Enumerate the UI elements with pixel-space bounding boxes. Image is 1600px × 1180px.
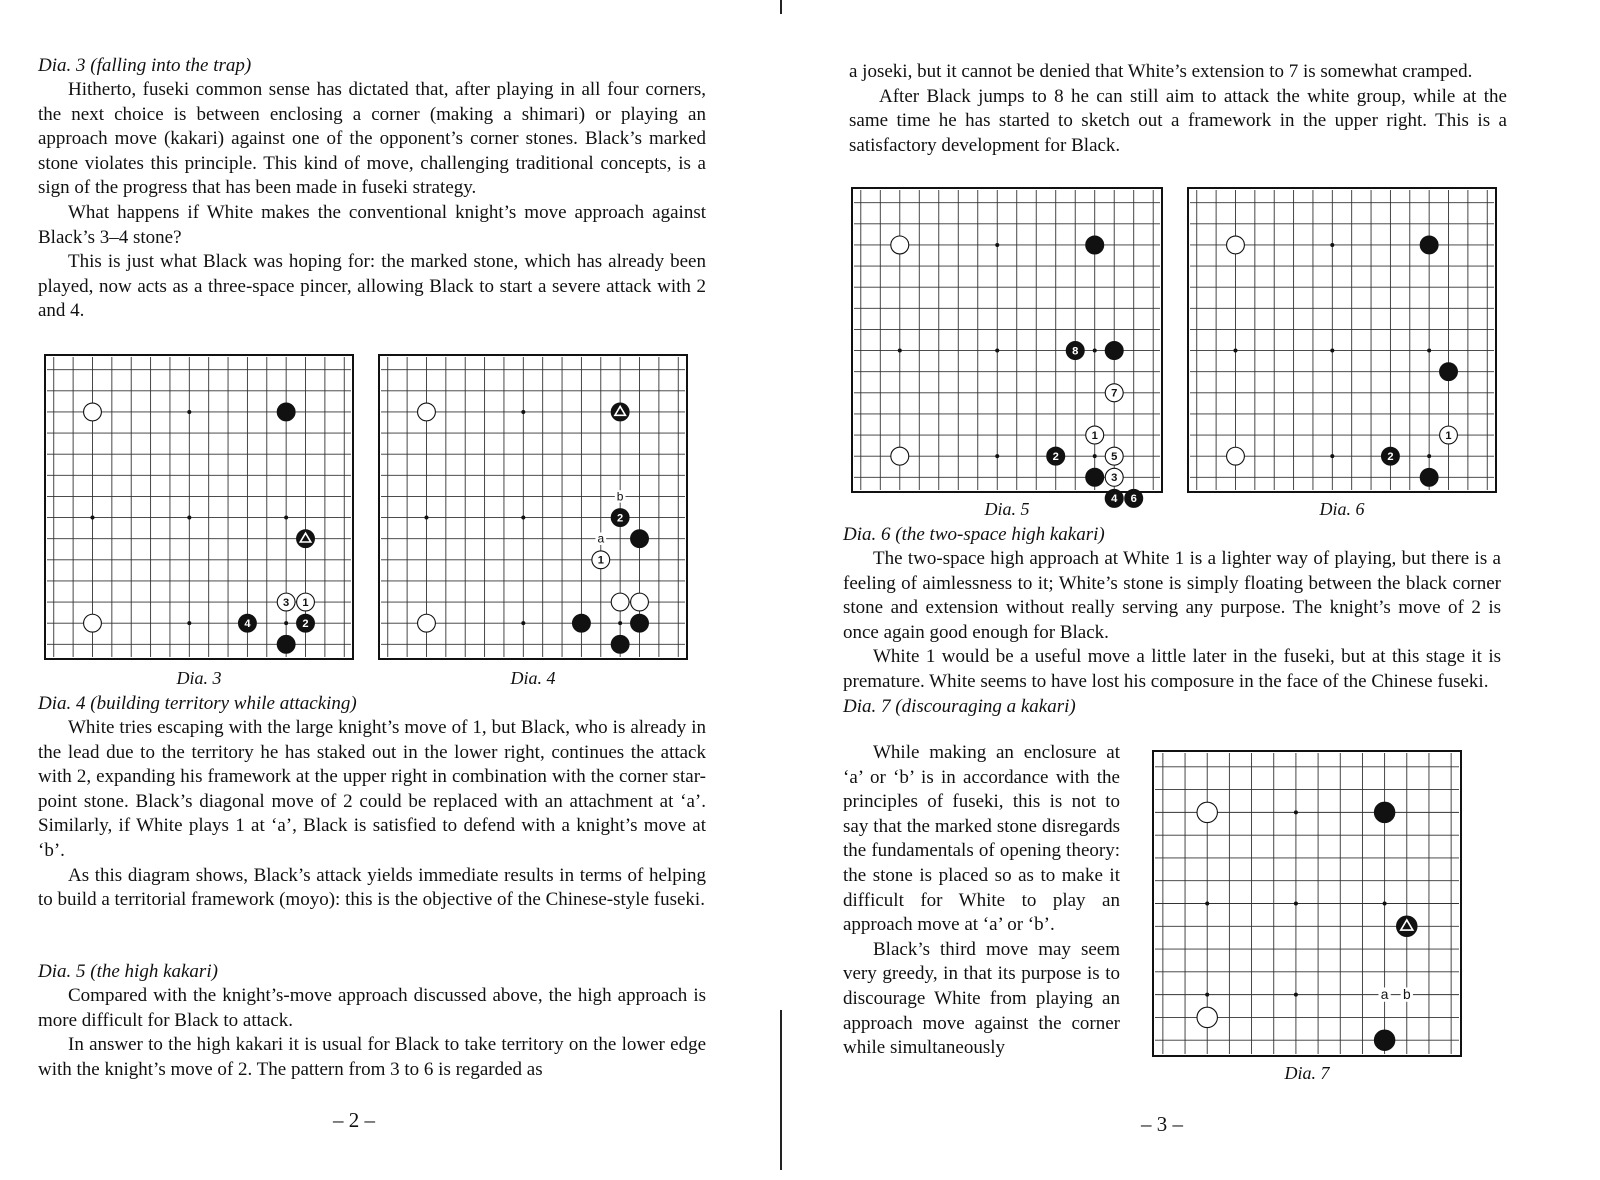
dia3-caption: Dia. 3 xyxy=(176,668,222,688)
black-stone xyxy=(1086,236,1104,254)
star-point xyxy=(521,621,525,625)
star-point xyxy=(187,516,191,520)
black-stone xyxy=(1420,236,1438,254)
star-point xyxy=(995,349,999,353)
white-stone xyxy=(631,593,649,611)
white-stone xyxy=(1197,1007,1217,1027)
move-number: 4 xyxy=(1111,493,1118,506)
move-number: 5 xyxy=(1111,450,1118,463)
star-point xyxy=(187,410,191,414)
dia5-heading: Dia. 5 (the high kakari) xyxy=(38,961,218,982)
dia7-board xyxy=(1152,750,1462,1057)
dia6-board xyxy=(1187,187,1497,493)
star-point xyxy=(1294,993,1298,997)
black-stone xyxy=(1440,363,1458,381)
dia7-para-1: While making an enclosure at ‘a’ or ‘b’ is in accordance with the principles of fuseki, this is not to say that the marked stone disregards the fundamentals of opening theory: the stone is placed so as to make it difficult for White to play an approach move at ‘a’ or ‘b’. xyxy=(843,742,1120,936)
right-page xyxy=(843,0,1535,1180)
star-point xyxy=(424,516,428,520)
black-stone xyxy=(573,614,591,632)
black-stone xyxy=(1374,802,1394,822)
point-letter: b xyxy=(616,489,624,504)
star-point xyxy=(1205,993,1209,997)
dia7-caption: Dia. 7 xyxy=(1284,1063,1330,1083)
continued-para-2: After Black jumps to 8 he can still aim to attack the white group, while at the same time he has started to sketch out a framework in the upper right. This is a satisfactory development for Black. xyxy=(849,85,1507,156)
dia4-para-1: White tries escaping with the large knight’s move of 1, but Black, who is already in the lead due to the territory he has staked out in the lower right, continues the attack with 2, expanding his framework at the upper right in combination with the corner star-point stone. Black’s diagonal move of 2 could be replaced with an attachment at ‘a’. Similarly, if White plays 1 at ‘a’, Black is satisfied to defend with a knight’s move at ‘b’. xyxy=(38,717,706,861)
continued-para-1: a joseki, but it cannot be denied that White’s extension to 7 is somewhat cramped. xyxy=(849,61,1473,82)
dia7-para-2: Black’s third move may seem very greedy, in that its purpose is to discourage White from playing an approach move against the corner while simultaneously xyxy=(843,938,1120,1059)
board-frame xyxy=(379,355,687,659)
move-number: 7 xyxy=(1111,387,1118,400)
black-stone xyxy=(631,614,649,632)
move-number: 8 xyxy=(1072,345,1079,358)
dia3-board xyxy=(44,354,354,660)
dia5-caption: Dia. 5 xyxy=(984,499,1030,519)
white-stone xyxy=(1197,802,1217,822)
star-point xyxy=(521,410,525,414)
white-stone xyxy=(1227,236,1245,254)
move-number: 2 xyxy=(1052,450,1059,463)
point-letter: b xyxy=(1402,987,1411,1003)
dia5-board xyxy=(851,187,1163,506)
move-number: 4 xyxy=(244,617,251,630)
dia6-caption: Dia. 6 xyxy=(1319,499,1365,519)
star-point xyxy=(1093,349,1097,353)
move-number: 2 xyxy=(617,512,624,525)
move-number: 1 xyxy=(597,554,604,567)
dia5-para-1: Compared with the knight’s-move approach discussed above, the high approach is more difficult for Black to attack. xyxy=(38,985,706,1031)
black-stone xyxy=(277,403,295,421)
star-point xyxy=(618,621,622,625)
dia4-board xyxy=(378,354,688,660)
move-number: 3 xyxy=(1111,472,1118,485)
white-stone xyxy=(418,403,436,421)
page-number-left: – 2 – xyxy=(333,1108,375,1132)
dia4-para-2: As this diagram shows, Black’s attack yields immediate results in terms of helping to build a territorial framework (moyo): this is the objective of the Chinese-style fuseki. xyxy=(38,864,706,911)
dia7-heading: Dia. 7 (discouraging a kakari) xyxy=(843,695,1076,717)
black-stone xyxy=(631,530,649,548)
black-stone xyxy=(277,635,295,653)
star-point xyxy=(284,516,288,520)
left-page xyxy=(38,0,706,1180)
white-stone xyxy=(891,236,909,254)
white-stone xyxy=(891,447,909,465)
dia4-caption: Dia. 4 xyxy=(510,668,556,688)
star-point xyxy=(1427,454,1431,458)
white-stone xyxy=(1227,447,1245,465)
dia6-heading: Dia. 6 (the two-space high kakari) xyxy=(843,524,1105,545)
move-number: 1 xyxy=(302,596,309,609)
move-number: 2 xyxy=(302,617,309,630)
board-frame xyxy=(852,188,1162,492)
white-stone xyxy=(611,593,629,611)
black-stone xyxy=(1086,468,1104,486)
star-point xyxy=(90,516,94,520)
star-point xyxy=(284,621,288,625)
dia6-para-1: The two-space high approach at White 1 is a lighter way of playing, but there is a feeling of aimlessness to it; White’s stone is simply floating between the black corner stone and extension without really serving any purpose. The knight’s move of 2 is once again good enough for Black. xyxy=(843,548,1501,643)
star-point xyxy=(1330,454,1334,458)
page-number-right: – 3 – xyxy=(1141,1112,1183,1136)
dia4-heading: Dia. 4 (building territory while attacking) xyxy=(38,693,357,714)
dia3-para-2: What happens if White makes the conventional knight’s move approach against Black’s 3–4 stone? xyxy=(38,201,706,248)
star-point xyxy=(187,621,191,625)
star-point xyxy=(995,243,999,247)
move-number: 2 xyxy=(1387,450,1394,463)
star-point xyxy=(1330,243,1334,247)
dia5-para-2: In answer to the high kakari it is usual for Black to take territory on the lower edge with the knight’s move of 2. The pattern from 3 to 6 is regarded as xyxy=(38,1034,706,1080)
point-letter: a xyxy=(1380,987,1389,1003)
star-point xyxy=(1093,454,1097,458)
dia3-heading: Dia. 3 (falling into the trap) xyxy=(38,55,252,76)
star-point xyxy=(1205,902,1209,906)
star-point xyxy=(995,454,999,458)
move-number: 1 xyxy=(1091,429,1098,442)
white-stone xyxy=(84,614,102,632)
dia6-para-2: White 1 would be a useful move a little later in the fuseki, but at this stage it is premature. White seems to have lost his composure in the face of the Chinese fuseki. xyxy=(843,646,1501,692)
white-stone xyxy=(418,614,436,632)
board-frame xyxy=(1188,188,1496,492)
black-stone xyxy=(1374,1030,1394,1050)
move-number: 3 xyxy=(283,596,290,609)
black-stone xyxy=(1105,342,1123,360)
star-point xyxy=(1427,349,1431,353)
book-spine xyxy=(780,0,782,1180)
star-point xyxy=(1233,349,1237,353)
white-stone xyxy=(84,403,102,421)
board-frame xyxy=(45,355,353,659)
black-stone xyxy=(611,635,629,653)
move-number: 1 xyxy=(1445,429,1452,442)
point-letter: a xyxy=(597,531,605,546)
star-point xyxy=(1330,349,1334,353)
move-number: 6 xyxy=(1130,493,1137,506)
star-point xyxy=(521,516,525,520)
star-point xyxy=(1294,902,1298,906)
star-point xyxy=(898,349,902,353)
black-stone xyxy=(1420,468,1438,486)
star-point xyxy=(1383,902,1387,906)
dia3-para-3: This is just what Black was hoping for: the marked stone, which has already been played, now acts as a three-space pincer, allowing Black to start a severe attack with 2 and 4. xyxy=(38,251,706,322)
dia3-para-1: Hitherto, fuseki common sense has dictated that, after playing in all four corners, the next choice is between enclosing a corner (making a shimari) or playing an approach move (kakari) against one of the opponent’s corner stones. Black’s marked stone violates this principle. This kind of move, challenging traditional concepts, is a sign of the progress that has been made in fuseki strategy. xyxy=(38,79,706,199)
star-point xyxy=(1294,810,1298,814)
